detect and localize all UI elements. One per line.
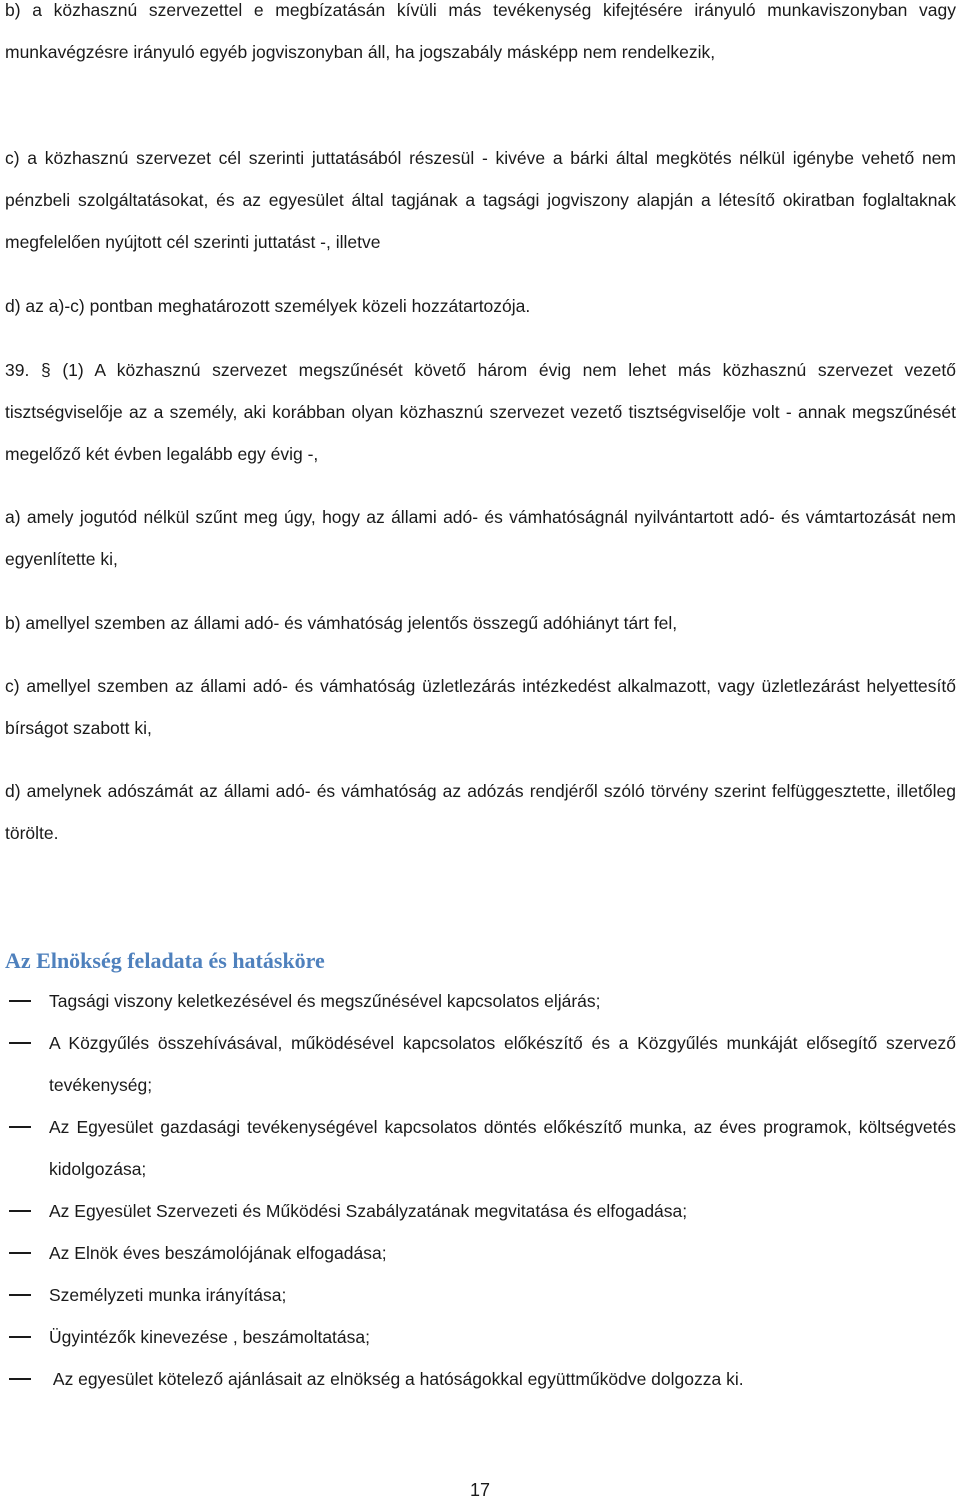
page-number: 17 — [469, 1480, 491, 1500]
duties-list — [0, 980, 960, 1400]
paragraph-39-a: a) amely jogutód nélkül szűnt meg úgy, hogy az állami adó- és vámhatóságnál nyilvántartott adó- és vámtartozását nem egyenlítette ki, — [5, 507, 956, 569]
list-item: A Közgyűlés összehívásával, működésével kapcsolatos előkészítő és a Közgyűlés munkáját elősegítő szervező tevékenység; — [0, 1022, 956, 1106]
dash-bullet-icon — [9, 1378, 31, 1380]
paragraph-c: c) a közhasznú szervezet cél szerinti juttatásából részesül - kivéve a bárki által megkötés nélkül igénybe vehető nem pénzbeli szolgáltatásokat, és az egyesület által tagjának a tagsági jogviszony alapján a létesítő okiratban foglaltaknak megfelelően nyújtott cél szerinti juttatást -, illetve — [5, 148, 956, 252]
paragraph-d: d) az a)-c) pontban meghatározott személyek közeli hozzátartozója. — [5, 296, 531, 316]
paragraph-b: b) a közhasznú szervezettel e megbízatásán kívüli más tevékenység kifejtésére irányuló munkaviszonyban vagy munkavégzésre irányuló egyéb jogviszonyban áll, ha jogszabály másképp nem rendelkezik, — [5, 0, 956, 62]
dash-bullet-icon — [9, 1000, 31, 1002]
paragraph-39-c: c) amellyel szemben az állami adó- és vámhatóság üzletlezárás intézkedést alkalmazott, vagy üzletlezárást helyettesítő bírságot szabott ki, — [5, 676, 956, 738]
dash-bullet-icon — [9, 1294, 31, 1296]
dash-bullet-icon — [9, 1210, 31, 1212]
paragraph-section-39: 39. § (1) A közhasznú szervezet megszűnését követő három évig nem lehet más közhasznú szervezet vezető tisztségviselője az a személy, aki korábban olyan közhasznú szervezet vezető tisztségviselője volt - annak megszűnését megelőző két évben legalább egy évig -, — [5, 360, 956, 464]
dash-bullet-icon — [9, 1252, 31, 1254]
list-item: Az Egyesület gazdasági tevékenységével kapcsolatos döntés előkészítő munka, az éves programok, költségvetés kidolgozása; — [0, 1106, 956, 1190]
paragraph-39-b: b) amellyel szemben az állami adó- és vámhatóság jelentős összegű adóhiányt tárt fel, — [5, 613, 678, 633]
paragraph-39-d: d) amelynek adószámát az állami adó- és vámhatóság az adózás rendjéről szóló törvény szerint felfüggesztette, illetőleg törölte. — [5, 781, 956, 843]
dash-bullet-icon — [9, 1042, 31, 1044]
section-heading: Az Elnökség feladata és hatásköre — [5, 948, 325, 973]
list-item: Az egyesület kötelező ajánlásait az elnökség a hatóságokkal együttműködve dolgozza ki. — [0, 1358, 956, 1400]
dash-bullet-icon — [9, 1336, 31, 1338]
list-item: Az Elnök éves beszámolójának elfogadása; — [0, 1232, 956, 1274]
list-item: Ügyintézők kinevezése , beszámoltatása; — [0, 1316, 956, 1358]
dash-bullet-icon — [9, 1126, 31, 1128]
list-item: Személyzeti munka irányítása; — [0, 1274, 956, 1316]
list-item: Tagsági viszony keletkezésével és megszűnésével kapcsolatos eljárás; — [0, 980, 956, 1022]
list-item: Az Egyesület Szervezeti és Működési Szabályzatának megvitatása és elfogadása; — [0, 1190, 956, 1232]
